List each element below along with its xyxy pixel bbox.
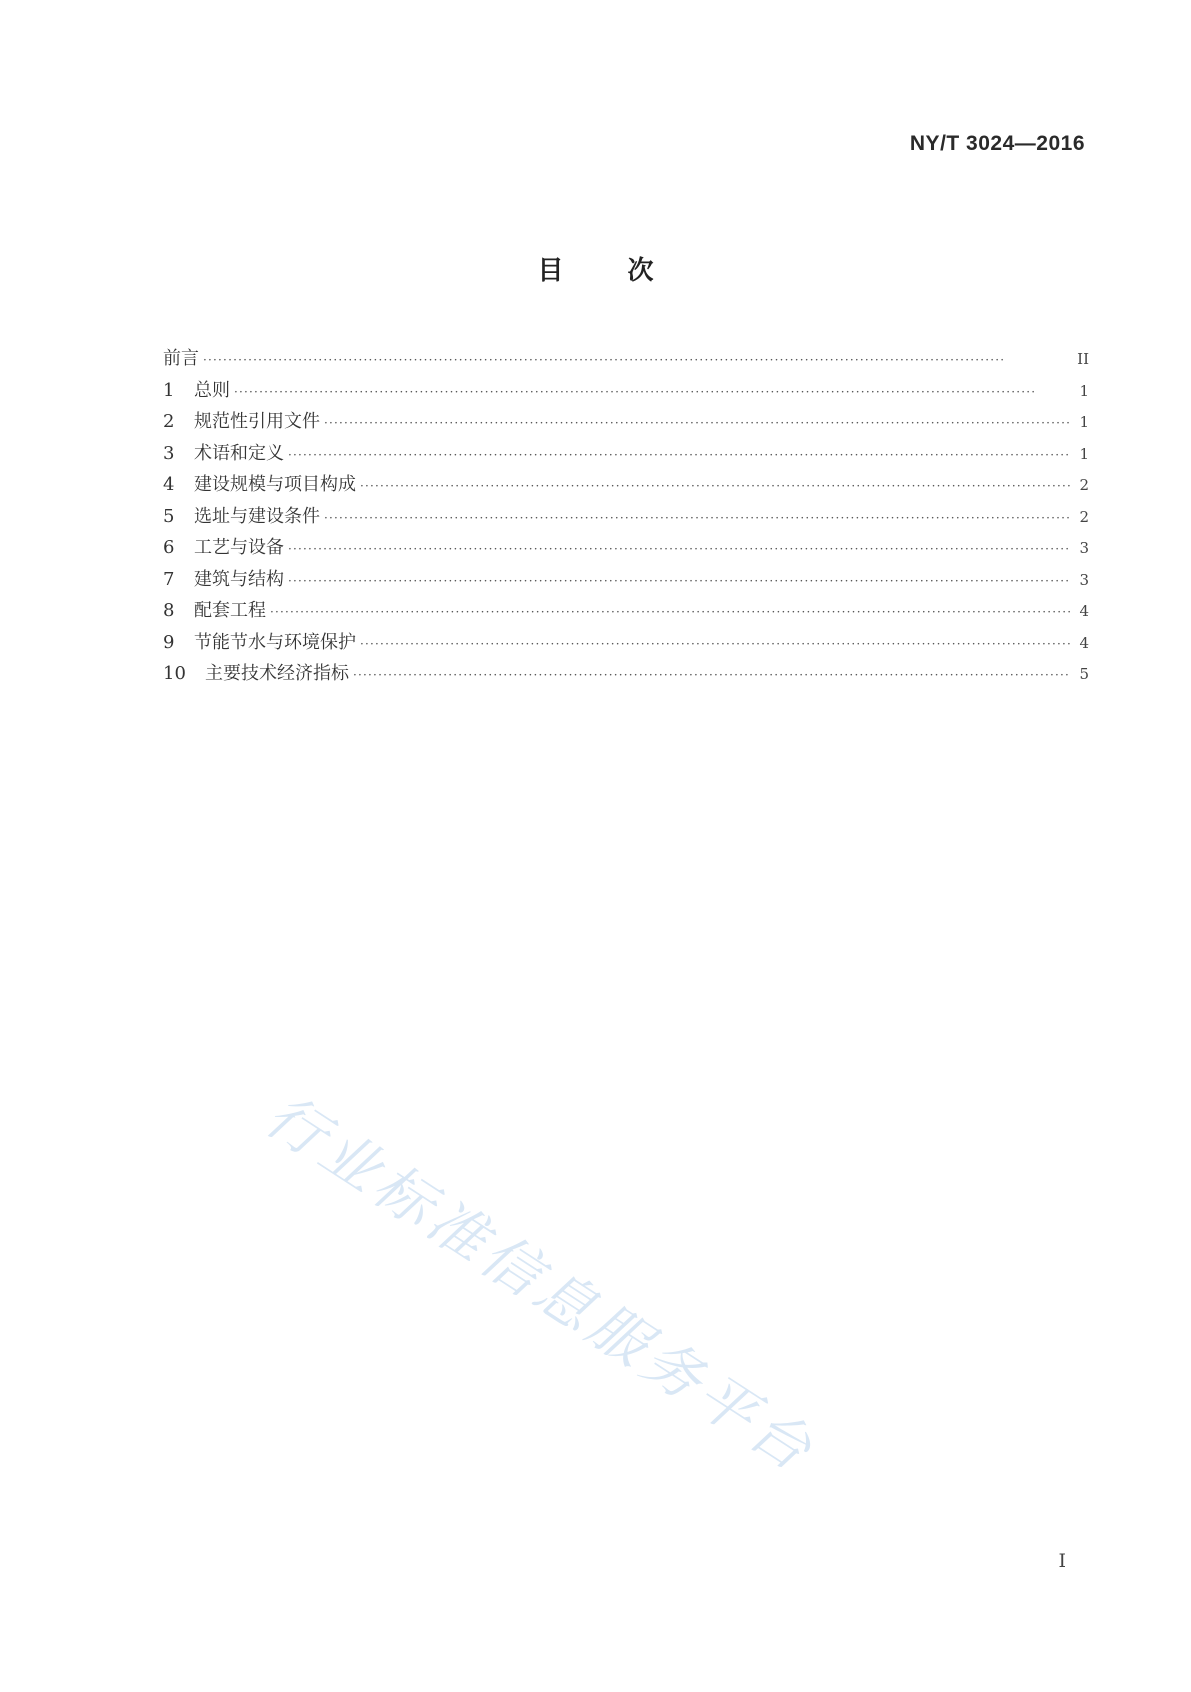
- toc-item-label: 工艺与设备: [194, 537, 284, 558]
- toc-item-number: 7: [163, 568, 175, 590]
- toc-item-number: 6: [163, 537, 175, 558]
- toc-item-label: 总则: [194, 379, 230, 401]
- toc-item-number: 1: [163, 379, 175, 401]
- toc-item[interactable]: [163, 628, 1089, 660]
- toc-item-label: 规范性引用文件: [194, 411, 320, 432]
- toc-item-number: 2: [163, 411, 175, 432]
- toc-item-page: 1: [1079, 413, 1089, 431]
- toc-item-page: II: [1077, 350, 1089, 368]
- toc-item-page: 4: [1079, 602, 1089, 620]
- toc-item-page: 2: [1079, 507, 1089, 526]
- toc-item[interactable]: [163, 407, 1089, 439]
- toc-item-number: 3: [163, 442, 175, 464]
- toc-item-label: 建筑与结构: [194, 568, 284, 590]
- toc-item[interactable]: [163, 596, 1089, 628]
- toc-item-page: 1: [1079, 444, 1089, 463]
- toc-leader-dots: [324, 511, 1071, 525]
- toc-leader-dots: [288, 448, 1071, 462]
- toc-item[interactable]: [163, 502, 1089, 534]
- watermark: 行业标准信息服务平台: [253, 1080, 828, 1487]
- toc-item[interactable]: [163, 565, 1089, 597]
- page-number: I: [1058, 1550, 1066, 1572]
- toc-item-number: 5: [163, 505, 175, 527]
- title-char-2: 次: [627, 256, 654, 286]
- toc-leader-dots: [234, 385, 1071, 399]
- toc-item-number: 4: [163, 474, 175, 495]
- toc-item-label: 配套工程: [194, 600, 266, 621]
- toc-leader-dots: [353, 668, 1071, 682]
- title-char-1: 目: [537, 256, 564, 286]
- toc-leader-dots: [288, 542, 1071, 556]
- toc-leader-dots: [270, 605, 1071, 619]
- toc-item[interactable]: [163, 470, 1089, 502]
- toc-item[interactable]: [163, 439, 1089, 471]
- toc-leader-dots: [360, 479, 1071, 493]
- toc-item-label: 主要技术经济指标: [205, 663, 349, 684]
- toc-item[interactable]: [163, 659, 1089, 691]
- toc-leader-dots: [203, 353, 1071, 367]
- toc-item[interactable]: [163, 376, 1089, 408]
- toc-leader-dots: [288, 574, 1071, 588]
- toc-item-page: 5: [1079, 665, 1089, 683]
- toc-item-label: 术语和定义: [194, 442, 284, 464]
- toc-item-number: 8: [163, 600, 175, 621]
- toc-item-page: 2: [1079, 476, 1089, 494]
- toc-item-page: 4: [1079, 633, 1089, 652]
- toc-leader-dots: [324, 416, 1071, 430]
- toc-leader-dots: [360, 637, 1071, 651]
- toc-item-foreword[interactable]: [163, 344, 1089, 376]
- toc-item-label: 节能节水与环境保护: [194, 631, 356, 653]
- toc-item-page: 1: [1079, 381, 1089, 400]
- page-title: [0, 250, 1191, 287]
- toc-item-label: 建设规模与项目构成: [194, 474, 356, 495]
- toc-item-label: 前言: [163, 348, 199, 369]
- toc-item-number: 9: [163, 631, 175, 653]
- toc-item-page: 3: [1079, 570, 1089, 589]
- toc-item-page: 3: [1079, 539, 1089, 557]
- table-of-contents: [163, 344, 1089, 691]
- standard-code: NY/T 3024—2016: [909, 132, 1085, 155]
- toc-item[interactable]: [163, 533, 1089, 565]
- toc-item-label: 选址与建设条件: [194, 505, 320, 527]
- toc-item-number: 10: [163, 663, 186, 684]
